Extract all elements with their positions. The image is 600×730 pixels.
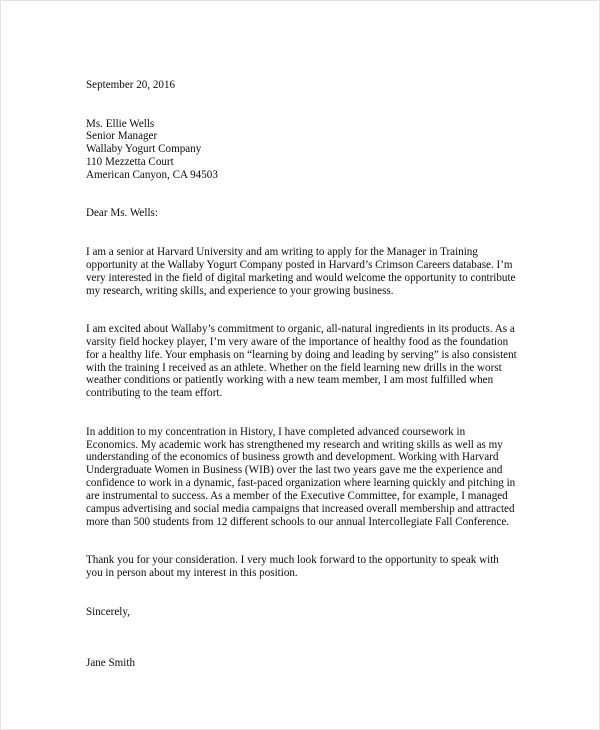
recipient-company: Wallaby Yogurt Company [86,143,202,156]
letter-closing: Sincerely, [86,605,130,618]
letter-body [86,79,518,670]
recipient-street: 110 Mezzetta Court [86,156,174,169]
letter-paragraph-4: Thank you for your consideration. I very much look forward to the opportunity to speak with you in person about my interest in this position. [86,554,499,580]
letter-date: September 20, 2016 [86,79,176,91]
letter-paragraph-3: In addition to my concentration in History, I have completed advanced coursework in Economics. My academic work has strengthened my research and writing skills as well as my understanding of the economics of business growth and development. Working with Harvard Undergraduate Women in Business (WIB) over the last two years gave me the experience and confidence to work in a dynamic, fast-paced organization where learning quickly and pitching in are instrumental to success. As a member of the Executive Committee, for example, I managed campus advertising and social media campaigns that increased overall membership and attracted more than 500 students from 12 different schools to our annual Intercollegiate Fall Conference. [86,425,516,528]
recipient-city-state-zip: American Canyon, CA 94503 [86,168,218,181]
recipient-name: Ms. Ellie Wells [86,117,155,130]
recipient-address-block [86,118,518,182]
letter-paragraph-2: I am excited about Wallaby’s commitment to organic, all-natural ingredients in its products. As a varsity field hockey player, I’m very aware of the importance of healthy food as the foundation for a healthy life. Your emphasis on “learning by doing and leading by serving” is also consistent with the training I received as an athlete. Whether on the field learning new drills in the worst weather conditions or patiently working with a new team member, I am most fulfilled when contributing to the team effort. [86,323,517,400]
letter-salutation: Dear Ms. Wells: [86,207,158,220]
letter-signature-name: Jane Smith [86,656,135,669]
letter-paragraph-1: I am a senior at Harvard University and am writing to apply for the Manager in Training opportunity at the Wallaby Yogurt Company posted in Harvard’s Crimson Careers database. I’m very interested in the field of digital marketing and would welcome the opportunity to contribute my research, writing skills, and experience to your growing business. [86,245,516,297]
recipient-title: Senior Manager [86,130,158,143]
